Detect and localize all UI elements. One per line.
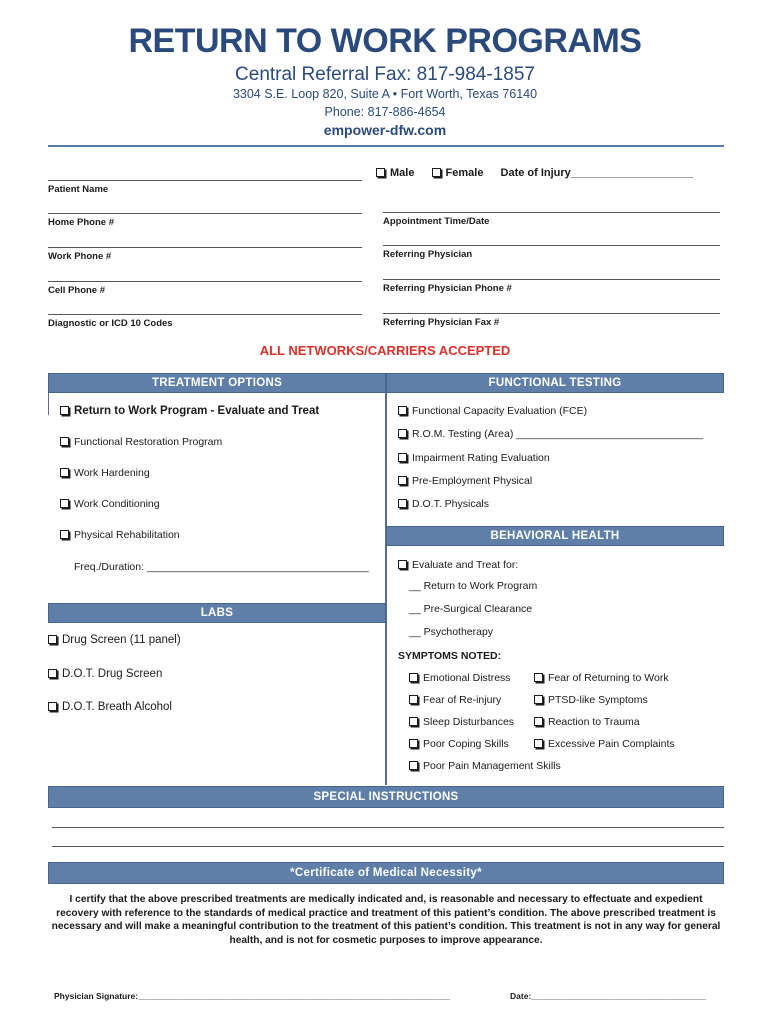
- treatment-item[interactable]: Physical Rehabilitation: [60, 529, 180, 541]
- work-phone-label: Work Phone #: [48, 251, 112, 262]
- lab-item[interactable]: D.O.T. Drug Screen: [48, 668, 162, 680]
- freq-duration-field[interactable]: Freq./Duration: ______________________________________: [74, 561, 369, 573]
- female-label: Female: [445, 167, 484, 179]
- work-phone-line[interactable]: [48, 247, 362, 248]
- functional-item[interactable]: Pre-Employment Physical: [398, 475, 532, 487]
- symptom-item[interactable]: Emotional Distress: [409, 672, 511, 684]
- checkbox-icon[interactable]: [534, 673, 543, 682]
- functional-item[interactable]: Functional Capacity Evaluation (FCE): [398, 405, 587, 417]
- cell-phone-line[interactable]: [48, 281, 362, 282]
- behavioral-sub-item[interactable]: __ Return to Work Program: [409, 580, 538, 592]
- signature-date-field[interactable]: Date:_____________________________________: [510, 991, 707, 1001]
- home-phone-line[interactable]: [48, 213, 362, 214]
- form-title: RETURN TO WORK PROGRAMS: [128, 22, 642, 60]
- checkbox-icon[interactable]: [534, 739, 543, 748]
- symptom-item[interactable]: PTSD-like Symptoms: [534, 694, 648, 706]
- evaluate-treat-item[interactable]: Evaluate and Treat for:: [398, 559, 518, 571]
- cell-phone-label: Cell Phone #: [48, 285, 106, 296]
- symptoms-label: SYMPTOMS NOTED:: [398, 650, 502, 662]
- special-instructions-line[interactable]: [52, 846, 724, 847]
- treatment-options-header: TREATMENT OPTIONS: [48, 373, 386, 393]
- treatment-item[interactable]: Functional Restoration Program: [60, 436, 222, 448]
- behavioral-sub-item[interactable]: __ Pre-Surgical Clearance: [409, 603, 533, 615]
- checkbox-icon[interactable]: [398, 429, 407, 438]
- checkbox-icon[interactable]: [60, 406, 69, 415]
- checkbox-icon[interactable]: [60, 437, 69, 446]
- checkbox-icon[interactable]: [409, 673, 418, 682]
- checkbox-icon[interactable]: [398, 499, 407, 508]
- male-checkbox[interactable]: [376, 168, 385, 177]
- symptom-item[interactable]: Fear of Re-injury: [409, 694, 501, 706]
- date-of-injury-field[interactable]: Date of Injury____________________: [500, 167, 694, 179]
- home-phone-label: Home Phone #: [48, 217, 114, 228]
- symptom-item[interactable]: Poor Pain Management Skills: [409, 760, 561, 772]
- male-option[interactable]: [376, 167, 414, 179]
- phone-number: Phone: 817-886-4654: [324, 105, 446, 119]
- physician-fax-label: Referring Physician Fax #: [383, 317, 500, 328]
- address: 3304 S.E. Loop 820, Suite A • Fort Worth, Texas 76140: [232, 87, 538, 101]
- appointment-label: Appointment Time/Date: [383, 216, 490, 227]
- functional-item[interactable]: Impairment Rating Evaluation: [398, 452, 550, 464]
- male-label: Male: [390, 167, 415, 179]
- checkbox-icon[interactable]: [409, 717, 418, 726]
- left-border: [48, 393, 49, 415]
- checkbox-icon[interactable]: [409, 739, 418, 748]
- symptom-item[interactable]: Poor Coping Skills: [409, 738, 509, 750]
- checkbox-icon[interactable]: [60, 468, 69, 477]
- checkbox-icon[interactable]: [398, 476, 407, 485]
- header-divider: [48, 145, 724, 147]
- physician-phone-line[interactable]: [383, 279, 720, 280]
- special-instructions-header: SPECIAL INSTRUCTIONS: [48, 786, 724, 808]
- symptom-item[interactable]: Excessive Pain Complaints: [534, 738, 675, 750]
- certificate-text: I certify that the above prescribed treatments are medically indicated and, is reasonable and necessary to effectuate and expedient recovery with reference to the standards of medical practice and treatment of this patient’s condition. The above prescribed treatment is necessary and will make a meaningful contribution to the treatment of this patient’s condition. This treatment is not in any way for general health, and is not for cosmetic purposes to improve appearance.: [51, 894, 721, 946]
- treatment-item[interactable]: Work Conditioning: [60, 498, 160, 510]
- treatment-item[interactable]: Return to Work Program - Evaluate and Treat: [60, 405, 319, 417]
- checkbox-icon[interactable]: [48, 635, 57, 644]
- lab-item[interactable]: Drug Screen (11 panel): [48, 634, 181, 646]
- checkbox-icon[interactable]: [48, 669, 57, 678]
- checkbox-icon[interactable]: [398, 453, 407, 462]
- checkbox-icon[interactable]: [409, 695, 418, 704]
- referring-physician-label: Referring Physician: [383, 249, 473, 260]
- behavioral-sub-item[interactable]: __ Psychotherapy: [409, 626, 494, 638]
- checkbox-icon[interactable]: [398, 560, 407, 569]
- gender-selection: [376, 167, 693, 179]
- lab-item[interactable]: D.O.T. Breath Alcohol: [48, 701, 172, 713]
- special-instructions-line[interactable]: [52, 827, 724, 828]
- patient-name-label: Patient Name: [48, 184, 109, 195]
- referral-fax: Central Referral Fax: 817-984-1857: [235, 64, 535, 85]
- checkbox-icon[interactable]: [60, 530, 69, 539]
- symptom-item[interactable]: Reaction to Trauma: [534, 716, 640, 728]
- treatment-item[interactable]: Work Hardening: [60, 467, 150, 479]
- patient-name-line[interactable]: [48, 180, 362, 181]
- functional-item[interactable]: R.O.M. Testing (Area) ________________________________: [398, 428, 703, 440]
- networks-notice: ALL NETWORKS/CARRIERS ACCEPTED: [259, 343, 511, 358]
- physician-phone-label: Referring Physician Phone #: [383, 283, 512, 294]
- referring-physician-line[interactable]: [383, 245, 720, 246]
- diagnostic-codes-line[interactable]: [48, 314, 362, 315]
- column-divider: [385, 393, 387, 785]
- symptom-item[interactable]: Fear of Returning to Work: [534, 672, 669, 684]
- checkbox-icon[interactable]: [60, 499, 69, 508]
- checkbox-icon[interactable]: [48, 702, 57, 711]
- physician-fax-line[interactable]: [383, 313, 720, 314]
- symptom-item[interactable]: Sleep Disturbances: [409, 716, 514, 728]
- checkbox-icon[interactable]: [409, 761, 418, 770]
- behavioral-health-header: BEHAVIORAL HEALTH: [386, 526, 724, 546]
- functional-item[interactable]: D.O.T. Physicals: [398, 498, 489, 510]
- diagnostic-codes-label: Diagnostic or ICD 10 Codes: [48, 318, 173, 329]
- female-checkbox[interactable]: [432, 168, 441, 177]
- website-link[interactable]: empower-dfw.com: [323, 122, 447, 138]
- labs-header: LABS: [48, 603, 386, 623]
- checkbox-icon[interactable]: [534, 695, 543, 704]
- appointment-line[interactable]: [383, 212, 720, 213]
- checkbox-icon[interactable]: [398, 406, 407, 415]
- physician-signature-field[interactable]: Physician Signature:__________________________________________________________________: [54, 991, 451, 1001]
- certificate-header: *Certificate of Medical Necessity*: [48, 862, 724, 884]
- female-option[interactable]: [432, 167, 484, 179]
- checkbox-icon[interactable]: [534, 717, 543, 726]
- functional-testing-header: FUNCTIONAL TESTING: [386, 373, 724, 393]
